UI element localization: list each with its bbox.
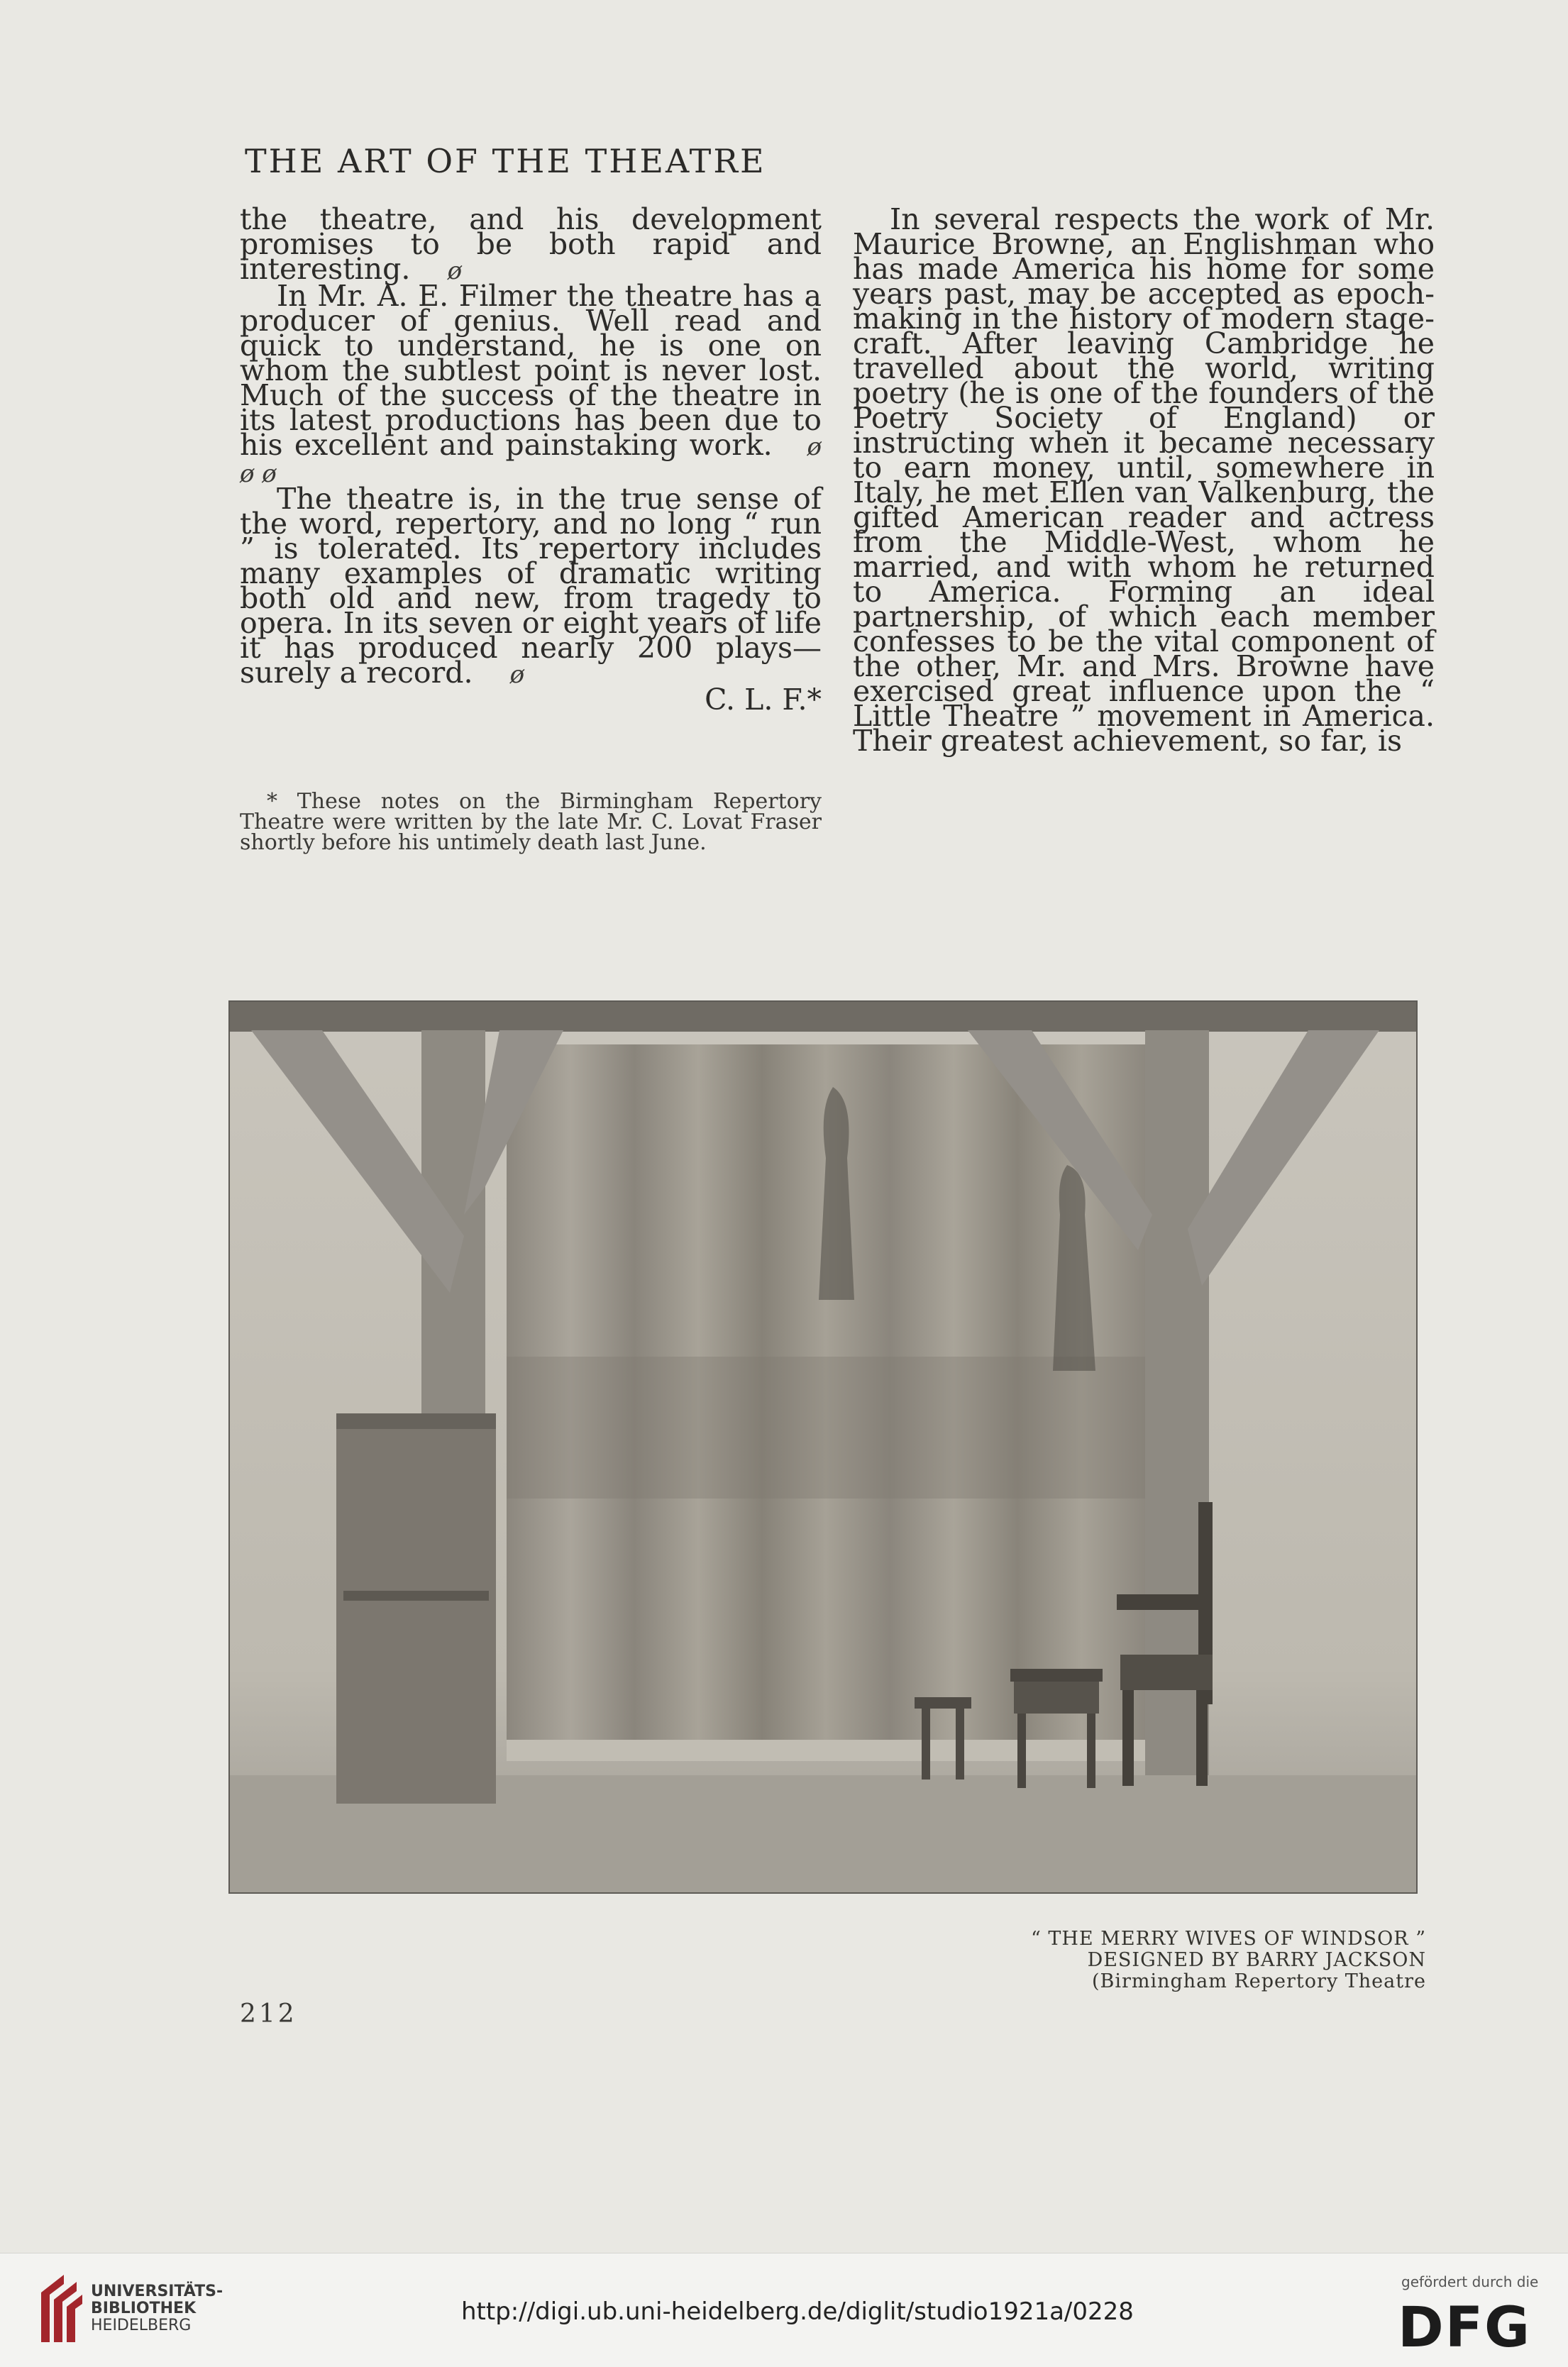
- ornament-glyph: ø: [447, 257, 463, 285]
- library-name-line-2: BIBLIOTHEK: [91, 2300, 197, 2317]
- right-paragraph-1: In several respects the work of Mr. Maurice Browne, an Englishman who has made America his home for some years past, may be accepted as epoch-making in the history of modern stage-craft. After leaving Cambridge he travelled about the world, writing poetry (he is one of the founders of the Poetry Society of England) or instructing when it became necessary to earn money, until, somewhere in Italy, he met Ellen van Valkenburg, the gifted American reader and actress from the Middle-West, whom he married, and with whom he returned to America. Forming an ideal partnership, of which each member confesses to be the vital component of the other, Mr. and Mrs. Browne have exercised great influence upon the “ Little Theatre ” movement in America. Their greatest achievement, so far, is: [853, 202, 1435, 758]
- caption-designer: DESIGNED BY BARRY JACKSON: [1087, 1949, 1426, 1971]
- page-number: 212: [240, 1999, 297, 2029]
- left-paragraph-2: [240, 279, 822, 488]
- footnote-text: * These notes on the Birmingham Repertory Theatre were written by the late Mr. C. Lovat Fraser shortly before his untimely death last June.: [240, 789, 822, 855]
- ornament-glyph: ø: [509, 661, 525, 689]
- left-paragraph-3-text: The theatre is, in the true sense of the word, repertory, and no long “ run ” is tolerated. Its repertory includes many examples of dramatic writing both old and new, from tragedy to opera. In its seven or eight years of life it has produced nearly 200 plays—surely a record.: [240, 482, 822, 690]
- running-head: THE ART OF THE THEATRE: [245, 142, 766, 180]
- left-paragraph-2-text: In Mr. A. E. Filmer the theatre has a producer of genius. Well read and quick to understand, he is one on whom the subtlest point is never lost. Much of the success of the theatre in its latest productions has been due to his excellent and painstaking work.: [240, 279, 822, 462]
- permalink-url[interactable]: http://digi.ub.uni-heidelberg.de/diglit/studio1921a/0228: [461, 2297, 1134, 2326]
- stage-set-photograph: [228, 1000, 1418, 1894]
- left-paragraph-1: [240, 202, 822, 286]
- footnote: [240, 791, 822, 853]
- left-paragraph-3: [240, 482, 822, 690]
- stage-set-illustration: [230, 1002, 1416, 1892]
- funding-note: gefördert durch die: [1401, 2273, 1539, 2290]
- library-name-line-1: UNIVERSITÄTS-: [91, 2283, 223, 2300]
- left-paragraph-1-text: the theatre, and his development promises to be both rapid and interesting.: [240, 202, 822, 286]
- digitization-footer: [0, 2253, 1568, 2367]
- right-column: [853, 202, 1435, 758]
- caption-source: (Birmingham Repertory Theatre: [1091, 1970, 1426, 1992]
- left-column: [240, 202, 822, 717]
- library-name: [91, 2283, 223, 2334]
- dfg-logo: DFG: [1398, 2296, 1532, 2360]
- ornament-glyphs: ø ø ø: [240, 433, 822, 488]
- caption-title: “ THE MERRY WIVES OF WINDSOR ”: [1030, 1928, 1426, 1950]
- university-library-logo-icon: [35, 2271, 85, 2349]
- photo-caption: [780, 1929, 1426, 1992]
- author-signature: C. L. F.*: [705, 683, 822, 717]
- library-name-line-3: HEIDELBERG: [91, 2317, 192, 2334]
